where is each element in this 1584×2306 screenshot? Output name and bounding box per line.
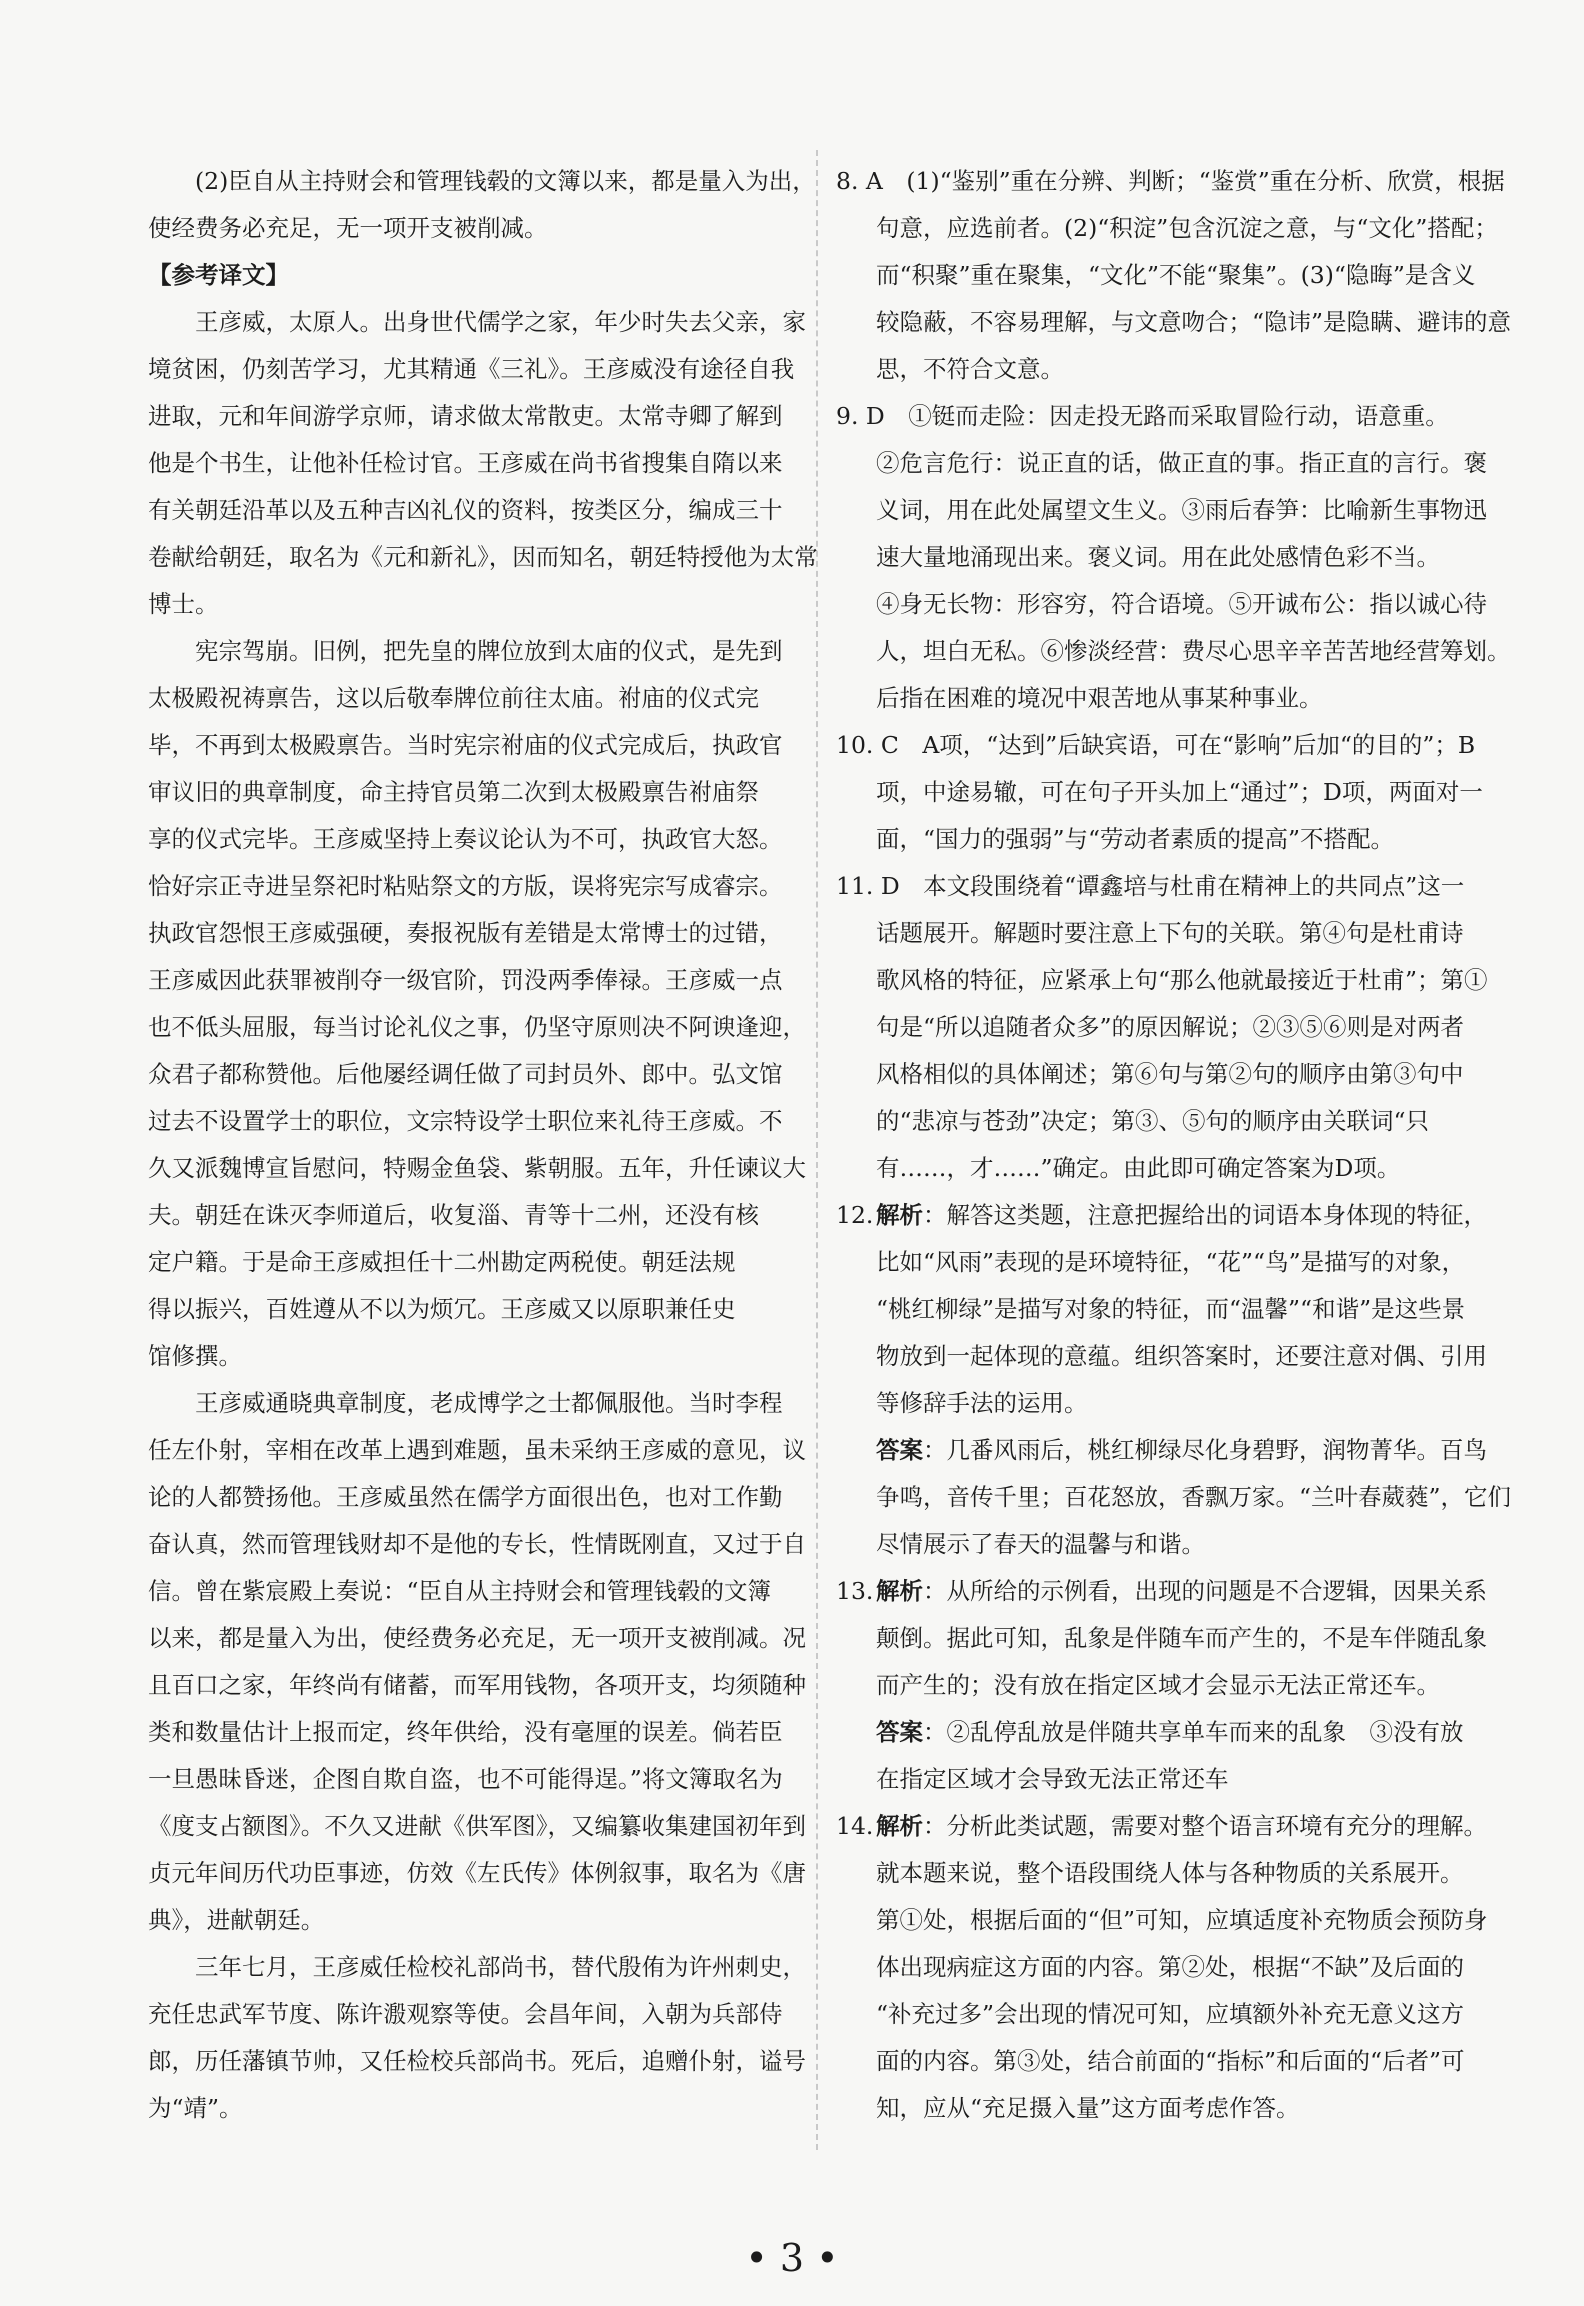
translation-line: 类和数量估计上报而定，终年供给，没有毫厘的误差。倘若臣 bbox=[148, 1718, 783, 1746]
text-line: ：分析此类试题，需要对整个语言环境有充分的理解。 bbox=[923, 1812, 1487, 1840]
answer-line: 歌风格的特征，应紧承上句“那么他就最接近于杜甫”；第① bbox=[876, 966, 1488, 994]
translation-line: 任左仆射，宰相在改革上遇到难题，虽未采纳王彦威的意见，议 bbox=[148, 1436, 806, 1464]
answer-line: 第①处，根据后面的“但”可知，应填适度补充物质会预防身 bbox=[876, 1906, 1488, 1934]
answer-line: 项，中途易辙，可在句子开头加上“通过”；D项，两面对一 bbox=[876, 778, 1483, 806]
translation-line: 他是个书生，让他补任检讨官。王彦威在尚书省搜集自隋以来 bbox=[148, 449, 783, 477]
translation-line: 王彦威通晓典章制度，老成博学之士都佩服他。当时李程 bbox=[195, 1389, 783, 1417]
translation-line: 恰好宗正寺进呈祭祀时粘贴祭文的方版，误将宪宗写成睿宗。 bbox=[148, 872, 783, 900]
answer-line: “补充过多”会出现的情况可知，应填额外补充无意义这方 bbox=[876, 2000, 1465, 2028]
translation-line: 王彦威，太原人。出身世代儒学之家，年少时失去父亲，家 bbox=[195, 308, 806, 336]
translation-line: 博士。 bbox=[148, 590, 219, 618]
answer-line: ④身无长物：形容穷，符合语境。⑤开诚布公：指以诚心待 bbox=[876, 590, 1487, 618]
translation-line: 过去不设置学士的职位，文宗特设学士职位来礼待王彦威。不 bbox=[148, 1107, 783, 1135]
translation-line: 充任忠武军节度、陈许溵观察等使。会昌年间，入朝为兵部侍 bbox=[148, 2000, 783, 2028]
translation-line: 卷献给朝廷，取名为《元和新礼》，因而知名，朝廷特授他为太常 bbox=[148, 543, 818, 571]
answer-label: 答案 bbox=[876, 1436, 923, 1464]
analysis-label: 解析 bbox=[876, 1577, 923, 1605]
answer-line: 的“悲凉与苍劲”决定；第③、⑤句的顺序由关联词“只 bbox=[876, 1107, 1430, 1135]
translation-line: 有关朝廷沿革以及五种吉凶礼仪的资料，按类区分，编成三十 bbox=[148, 496, 783, 524]
answer-line: 10. C A项，“达到”后缺宾语，可在“影响”后加“的目的”；B bbox=[836, 731, 1476, 759]
translation-line: 定户籍。于是命王彦威担任十二州勘定两税使。朝廷法规 bbox=[148, 1248, 736, 1276]
translation-line: 郎，历任藩镇节帅，又任检校兵部尚书。死后，追赠仆射，谥号 bbox=[148, 2047, 806, 2075]
translation-line: 论的人都赞扬他。王彦威虽然在儒学方面很出色，也对工作勤 bbox=[148, 1483, 783, 1511]
translation-line: 信。曾在紫宸殿上奏说：“臣自从主持财会和管理钱毂的文簿 bbox=[148, 1577, 772, 1605]
answer-line: 后指在困难的境况中艰苦地从事某种事业。 bbox=[876, 684, 1323, 712]
answer-line: 使经费务必充足，无一项开支被削减。 bbox=[148, 214, 548, 242]
translation-line: 得以振兴，百姓遵从不以为烦冗。王彦威又以原职兼任史 bbox=[148, 1295, 736, 1323]
translation-line: 以来，都是量入为出，使经费务必充足，无一项开支被削减。况 bbox=[148, 1624, 806, 1652]
translation-line: 王彦威因此获罪被削夺一级官阶，罚没两季俸禄。王彦威一点 bbox=[148, 966, 783, 994]
answer-line: 9. D ①铤而走险：因走投无路而采取冒险行动，语意重。 bbox=[836, 402, 1449, 430]
text-line: ：②乱停乱放是伴随共享单车而来的乱象 ③没有放 bbox=[923, 1718, 1464, 1746]
answer-line: 面，“国力的强弱”与“劳动者素质的提高”不搭配。 bbox=[876, 825, 1395, 853]
answer-line: 风格相似的具体阐述；第⑥句与第②句的顺序由第③句中 bbox=[876, 1060, 1464, 1088]
answer-line: 较隐蔽，不容易理解，与文意吻合；“隐讳”是隐瞒、避讳的意 bbox=[876, 308, 1512, 336]
translation-line: 久又派魏博宣旨慰问，特赐金鱼袋、紫朝服。五年，升任谏议大 bbox=[148, 1154, 806, 1182]
translation-line: 夫。朝廷在诛灭李师道后，收复淄、青等十二州，还没有核 bbox=[148, 1201, 759, 1229]
answer-line: 尽情展示了春天的温馨与和谐。 bbox=[876, 1530, 1205, 1558]
answer-line: 面的内容。第③处，结合前面的“指标”和后面的“后者”可 bbox=[876, 2047, 1465, 2075]
translation-line: 三年七月，王彦威任检校礼部尚书，替代殷侑为许州刺史， bbox=[195, 1953, 806, 1981]
answer-line: 句意，应选前者。(2)“积淀”包含沉淀之意，与“文化”搭配； bbox=[876, 214, 1498, 242]
text-line: ：从所给的示例看，出现的问题是不合逻辑，因果关系 bbox=[923, 1577, 1487, 1605]
translation-line: 奋认真，然而管理钱财却不是他的专长，性情既刚直，又过于自 bbox=[148, 1530, 806, 1558]
answer-line bbox=[836, 1192, 1487, 1239]
answer-line bbox=[836, 1803, 1487, 1850]
translation-line: 宪宗驾崩。旧例，把先皇的牌位放到太庙的仪式，是先到 bbox=[195, 637, 783, 665]
answer-line: 比如“风雨”表现的是环境特征，“花”“鸟”是描写的对象， bbox=[876, 1248, 1466, 1276]
translation-line: 贞元年间历代功臣事迹，仿效《左氏传》体例叙事，取名为《唐 bbox=[148, 1859, 806, 1887]
left-column bbox=[148, 158, 818, 2132]
answer-line: 就本题来说，整个语段围绕人体与各种物质的关系展开。 bbox=[876, 1859, 1464, 1887]
column-divider bbox=[816, 150, 818, 2150]
translation-line: 为“靖”。 bbox=[148, 2094, 243, 2122]
answer-line bbox=[836, 1709, 1464, 1756]
answer-line: 11. D 本文段围绕着“谭鑫培与杜甫在精神上的共同点”这一 bbox=[836, 872, 1465, 900]
question-number: 12. bbox=[836, 1201, 874, 1229]
answer-line: 而“积聚”重在聚集，“文化”不能“聚集”。(3)“隐晦”是含义 bbox=[876, 261, 1476, 289]
answer-line: ②危言危行：说正直的话，做正直的事。指正直的言行。褒 bbox=[876, 449, 1487, 477]
question-number: 14. bbox=[836, 1812, 874, 1840]
answer-line: 人，坦白无私。⑥惨淡经营：费尽心思辛辛苦苦地经营筹划。 bbox=[876, 637, 1511, 665]
answer-line: 争鸣，音传千里；百花怒放，香飘万家。“兰叶春葳蕤”，它们 bbox=[876, 1483, 1512, 1511]
answer-line: 知，应从“充足摄入量”这方面考虑作答。 bbox=[876, 2094, 1300, 2122]
translation-line: 毕，不再到太极殿禀告。当时宪宗祔庙的仪式完成后，执政官 bbox=[148, 731, 783, 759]
translation-line: 众君子都称赞他。后他屡经调任做了司封员外、郎中。弘文馆 bbox=[148, 1060, 783, 1088]
answer-line: 颠倒。据此可知，乱象是伴随车而产生的，不是车伴随乱象 bbox=[876, 1624, 1487, 1652]
answer-line: 体出现病症这方面的内容。第②处，根据“不缺”及后面的 bbox=[876, 1953, 1465, 1981]
answer-line: 而产生的；没有放在指定区域才会显示无法正常还车。 bbox=[876, 1671, 1440, 1699]
answer-line: 思，不符合文意。 bbox=[876, 355, 1064, 383]
analysis-label: 解析 bbox=[876, 1201, 923, 1229]
question-number: 13. bbox=[836, 1577, 874, 1605]
translation-line: 境贫困，仍刻苦学习，尤其精通《三礼》。王彦威没有途径自我 bbox=[148, 355, 795, 383]
translation-line: 一旦愚昧昏迷，企图自欺自盗，也不可能得逞。”将文簿取名为 bbox=[148, 1765, 783, 1793]
answer-line: “桃红柳绿”是描写对象的特征，而“温馨”“和谐”是这些景 bbox=[876, 1295, 1466, 1323]
answer-line bbox=[836, 1568, 1487, 1615]
translation-line: 审议旧的典章制度，命主持官员第二次到太极殿禀告祔庙祭 bbox=[148, 778, 759, 806]
answer-line: 在指定区域才会导致无法正常还车 bbox=[876, 1765, 1229, 1793]
translation-line: 享的仪式完毕。王彦威坚持上奏议论认为不可，执政官大怒。 bbox=[148, 825, 783, 853]
right-column bbox=[836, 158, 1512, 2132]
answer-line: 等修辞手法的运用。 bbox=[876, 1389, 1088, 1417]
translation-line: 也不低头屈服，每当讨论礼仪之事，仍坚守原则决不阿谀逢迎， bbox=[148, 1013, 806, 1041]
answer-line: 速大量地涌现出来。褒义词。用在此处感情色彩不当。 bbox=[876, 543, 1440, 571]
translation-line: 执政官怨恨王彦威强硬，奏报祝版有差错是太常博士的过错， bbox=[148, 919, 783, 947]
translation-line: 进取，元和年间游学京师，请求做太常散吏。太常寺卿了解到 bbox=[148, 402, 783, 430]
answer-line: (2)臣自从主持财会和管理钱毂的文簿以来，都是量入为出， bbox=[195, 167, 816, 195]
answer-line: 义词，用在此处属望文生义。③雨后春笋：比喻新生事物迅 bbox=[876, 496, 1487, 524]
translation-line: 太极殿祝祷禀告，这以后敬奉牌位前往太庙。祔庙的仪式完 bbox=[148, 684, 759, 712]
text-line: ：几番风雨后，桃红柳绿尽化身碧野，润物菁华。百鸟 bbox=[923, 1436, 1487, 1464]
answer-line: 有……，才……”确定。由此即可确定答案为D项。 bbox=[876, 1154, 1401, 1182]
analysis-label: 解析 bbox=[876, 1812, 923, 1840]
text-line: ：解答这类题，注意把握给出的词语本身体现的特征， bbox=[923, 1201, 1487, 1229]
translation-line: 《度支占额图》。不久又进献《供军图》，又编纂收集建国初年到 bbox=[148, 1812, 806, 1840]
translation-line: 典》，进献朝廷。 bbox=[148, 1906, 325, 1934]
section-heading: 【参考译文】 bbox=[148, 261, 289, 289]
answer-line: 8. A (1)“鉴别”重在分辨、判断；“鉴赏”重在分析、欣赏，根据 bbox=[836, 167, 1505, 195]
translation-line: 馆修撰。 bbox=[148, 1342, 242, 1370]
answer-line: 句是“所以追随者众多”的原因解说；②③⑤⑥则是对两者 bbox=[876, 1013, 1465, 1041]
answer-line: 话题展开。解题时要注意上下句的关联。第④句是杜甫诗 bbox=[876, 919, 1464, 947]
translation-line: 且百口之家，年终尚有储蓄，而军用钱物，各项开支，均须随种 bbox=[148, 1671, 806, 1699]
answer-line bbox=[836, 1427, 1487, 1474]
answer-label: 答案 bbox=[876, 1718, 923, 1746]
page-number: • 3 • bbox=[745, 2236, 839, 2280]
answer-line: 物放到一起体现的意蕴。组织答案时，还要注意对偶、引用 bbox=[876, 1342, 1487, 1370]
